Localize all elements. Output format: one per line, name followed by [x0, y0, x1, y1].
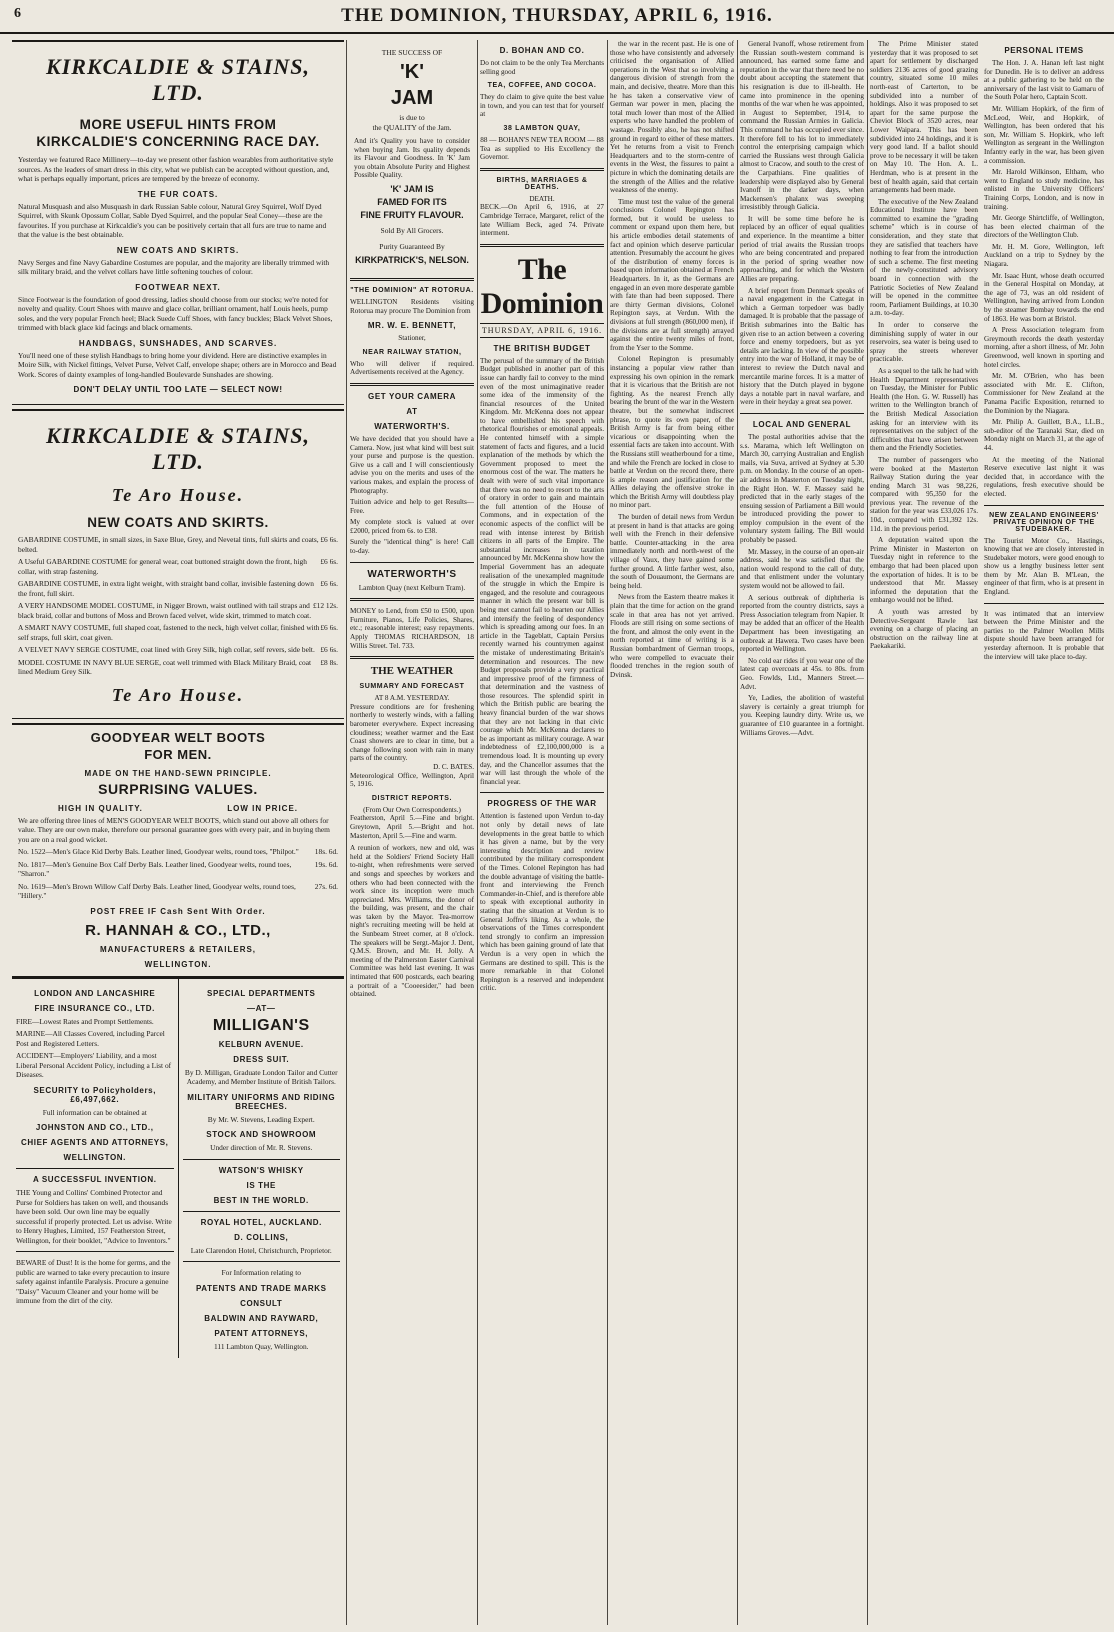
ad-headline: MORE USEFUL HINTS FROM [79, 117, 277, 132]
kirkcaldie-logo: KIRKCALDIE & STAINS, LTD. [46, 54, 310, 105]
interview-note: It was intimated that an interview between the Prime Minister and the parties to the Palmer Woollen Mills dispute should have been arranged for yesterday afternoon. It is probable that the interview will take place to-day. [984, 609, 1104, 661]
money-to-lend: MONEY to Lend, from £50 to £500, upon Furniture, Pianos, Life Policies, Shares, etc.; reasonable interest; easy repayments. Apply THOMAS RICHARDSON, 18 Willis Street. Tel. 733. [350, 607, 474, 650]
price-line: £6 6s. A VELVET NAVY SERGE COSTUME, coat lined with Grey Silk, high collar, self revers, side belt. [18, 645, 338, 654]
ad-intro: We are offering three lines of MEN'S GOODYEAR WELT BOOTS, which stand out above all others for value. They are our own make, therefore our personal guarantee goes with every pair, and in buying them you are on a real good wicket. [18, 815, 330, 844]
price-line: £6 6s. A Useful GABARDINE COSTUME for general wear, coat buttoned straight down the front, high collar, with strap fastening. [18, 557, 338, 576]
column-2 [350, 40, 474, 1628]
column-4 [610, 40, 734, 1628]
personal-items: The Hon. J. A. Hanan left last night for Dunedin. He is to deliver an address at a public gathering to be held on the anniversary of the last visit to Gamaru of the South Polar hero, Captain Scott. Mr. William Hopkirk, of the firm of McLeod, Weir, and Hopkirk, of Wellington, has been ordered that his son, Mr. William S. Hopkirk, who left Wellington as sergeant in the Wellington Infantry early in the war, has been given a commission. Mr. Harold Wilkinson, Eltham, who went to England to study medicine, has enlisted in the University Officers' Training Corps, London, and is now in training. Mr. George Shirtcliffe, of Wellington, has been elected chairman of the directors of the Wellington Club. Mr. H. M. Gore, Wellington, left Auckland on a trip to Sydney by the Niagara. Mr. Isaac Hunt, whose death occurred in the General Hospital on Monday, at the age of 73, was an old resident of Wellington, having arrived from London by the steamer Bombay towards the end of 1863. He was born at Bristol. A Press Association telegram from Greymouth records the death yesterday morning, after a short illness, of Mr. John Greenwood, well known in sporting and hotel circles. Mr. M. O'Brien, who has been associated with Mr. E. Clifton, Commissioner for New Zealand at the Panama Pacific Exposition, returned to the Dominion by the Niagara. Mr. Philip A. Guillett, B.A., LL.B., sub-editor of the Taranaki Star, died on Monday night on March 31, at the age of 44. At the meeting of the National Reserve executive last night it was decided that, in accordance with the regulations, fresh executive should be elected. [984, 59, 1104, 498]
milligans-ad: SPECIAL DEPARTMENTS —AT— MILLIGAN'S KELBURN AVENUE. DRESS SUIT. By D. Milligan, Graduate London Tailor and Cutter Academy, and Member Institute of British Tailors. MILITARY UNIFORMS AND RIDING BREECHES. By Mr. W. Stevens, Leading Expert. STOCK AND SHOWROOM Under direction of Mr. R. Stevens. WATSON'S WHISKY IS THE BEST IN THE WORLD. ROYAL HOTEL, AUCKLAND. D. COLLINS, Late Clarendon Hotel, Christchurch, Proprietor. For Information relating to PATENTS AND TRADE MARKS CONSULT BALDWIN AND RAYWARD, PATENT ATTORNEYS, 111 Lambton Quay, Wellington. [178, 979, 345, 1359]
watson-whisky: WATSON'S WHISKY [218, 1165, 304, 1175]
tagline: HIGH IN QUALITY. [58, 803, 143, 813]
section-title: FOOTWEAR NEXT. [135, 282, 221, 292]
births-deaths: BIRTHS, MARRIAGES & DEATHS. DEATH. BECK.—On April 6, 1916, at 27 Cambridge Terrace, Margaret, relict of the late William Beck, aged 74. Private interment. [480, 176, 604, 238]
te-aro-house-ornament: Te Aro House. [111, 485, 245, 505]
section-title: HANDBAGS, SUNSHADES, AND SCARVES. [78, 338, 278, 348]
price-line: 18s. 6d. No. 1522—Men's Glace Kid Derby Bals. Leather lined, Goodyear welts, round toes, "Philpot." [18, 847, 338, 856]
ad-headline: GOODYEAR WELT BOOTS [90, 729, 266, 745]
engineers-title: NEW ZEALAND ENGINEERS' PRIVATE OPINION OF THE STUDEBAKER. [989, 511, 1099, 533]
price-line: 27s. 6d. No. 1619—Men's Brown Willow Calf Derby Bals. Leather lined, Goodyear welts, round toes, "Hillery." [18, 881, 338, 900]
company-sub: MANUFACTURERS & RETAILERS, [99, 944, 257, 954]
newspaper-title: THE DOMINION, THURSDAY, APRIL 6, 1916. [341, 5, 773, 26]
price-line: 19s. 6d. No. 1817—Men's Genuine Box Calf Derby Bals. Leather lined, Goodyear welts, round toes, "Sharron." [18, 859, 338, 878]
waterworth-camera-ad: GET YOUR CAMERA AT WATERWORTH'S. We have decided that you should have a Camera. Now, just what kind will best suit your purse and purpose is the question. Give us a call and I will conscientiously advise you on the merits and uses of the various makes, and explain the process of Photography. Tuition advice and help to get Results—Free. My complete stock is valued at over £2000, priced from 6s. to £38. Surely the "identical thing" is here! Call to-day. WATERWORTH'S Lambton Quay (next Kelburn Tram). [350, 391, 474, 592]
k-jam-ad: THE SUCCESS OF 'K' JAM is due to the QUALITY of the Jam. And it's Quality you have to consider when buying Jam. Its quality depends its Flavour and Goodness. In 'K' Jam you obtain Absolute Purity and Highest Possible Quality. 'K' JAM IS FAMED FOR ITS FINE FRUITY FLAVOUR. Sold By All Grocers. Purity Guaranteed By KIRKPATRICK'S, NELSON. [354, 48, 470, 265]
war-article: the war in the recent past. He is one of those who have consistently and adversely criticised the organisation of Allied operations in the West that so involving a dangerous division of strength from the main, and decisive, theatre. More than this he has taken a conservative view of German war power in men, placing the total much lower than most of the Allied experts who have handled the problem of wastage. Possibly also, he has not shifted ground in regard to either of these matters. Yet he returns from a visit to French Headquarters and to the storm-centre of events in the West, the fissures to paint a picture in which the dominating details are the strength of the Allies and the relative weakness of the enemy. Time must test the value of the general conclusions Colonel Repington has formed, but it would be useless to comment or expand upon them here, but his article embodies detail statements of fact and opinion which deserve particular attention. Presumably the account he gives of the distribution of enemy forces is based upon information obtained at French Headquarters. In it, as the Germans are engaged in an even more desperate gamble with fate than had been supposed. There are thirty German divisions, Colonel Repington says, at Verdun. With the divisions at full strength (860,000 men), if the divisions are at full strength) arrayed against the entire twenty miles of front, from the Yser to the Somme. Colonel Repington is presumably instancing a popular view rather than expressing his own opinion in the remark that it is vicarious that the British are not fighting. As the nearest French ally bearing the brunt of the war in the Western theatre, but the somewhat indiscreet phrase, to quote its own paper, of the British Army is far from being either vicarious or disappointing when the essential facts are taken into account. With the Russians still weatherbound for a time, and while the French are locked in close to battle at Verdun on the record there, there is ample reason and justification for the Allies delaying the offensive stroke in which the British Army will doubtless play no minor part. The burden of detail news from Verdun at present in hand is that attacks are going well with the French in their defensive battle. Counter-attacking in the area immediately north and north-west of the village of Vaux, they have gained some further ground. A little farther west, also, the south of Douaumont, the Germans are being held. News from the Eastern theatre makes it plain that the time for action on the grand scale in that area has not yet arrived. Floods are still rising on some sections of the front, and almost the only event in the north reported at time of writing is a Russian bombardment of German troops, who were compelled to evacuate their flooded trenches in the region south of Dvinsk. [610, 40, 734, 679]
masthead [0, 0, 1114, 34]
section-title: NEW COATS AND SKIRTS. [116, 245, 240, 255]
ad-headline: SURPRISING VALUES. [98, 780, 258, 797]
invention-text: THE Young and Collins' Combined Protector and Purse for Soldiers has taken on well, and thousands have been sold. Our own line may be equally successful if properly protected. Let us advise. Write to Henry Hughes, Limited, 157 Featherston Street, Wellington, for their booklet, "Advice to Inventors." [16, 1188, 172, 1245]
local-general-article: The postal authorities advise that the s.s. Marama, which left Wellington on March 30, carrying Australian and English mails, via Suva, arrived at Sydney at 5.30 p.m. on Monday. In the course of an open-air address in Masterton on Tuesday night, the Right Hon. W. F. Massey said he predicted that in the early stages of the ensuing session of Parliament a Bill would be introduced providing the power to employ compulsion in the event of the voluntary system failing. The Bill would probably be passed. Mr. Massey, in the course of an open-air address, said he was satisfied that the nation would respond to the call of duty, and that enlistment under the voluntary system would not be allowed to fail. A serious outbreak of diphtheria is reported from the country districts, says a Press Association telegram from Napier. It may be added that an officer of the Health Department has been investigating an outbreak at Hawera. Two cases have been reported in Wellington. No cold ear rides if you wear one of the latest cap overcoats at 45s. to 80s. from Geo. Fowlds, Ltd., Manners Street.—Advt. Ye, Ladies, the abolition of wasteful slavery is certainly a great triumph for you. Keeping laundry dirty. Write us, we guarantee of £10 guarantee in a fortnight. Williams Groves.—Advt. [740, 432, 864, 737]
rotorua-notice: "THE DOMINION" AT ROTORUA. WELLINGTON Residents visiting Rotorua may procure The Dominion from MR. W. E. BENNETT, Stationer, NEAR RAILWAY STATION, Who will deliver if required. Advertisements received at the Agency. [350, 286, 474, 377]
budget-title: THE BRITISH BUDGET [493, 343, 591, 353]
price-line: £6 6s. GABARDINE COSTUME, in small sizes, in Saxe Blue, Grey, and Nevetal tints, full skirts and coats, belted. [18, 535, 338, 554]
budget-article: The perusal of the summary of the British Budget published in another part of this issue can hardly fail to convey to the mind even of the most unimaginative reader some idea of the immensity of the financial resources of the United Kingdom. Mr. McKenna does not appear to have embellished his speech with rhetorical flourishes or emotional appeals. He contented himself with a simple statement of facts and figures, and a lucid explanation of the methods by which the Government proposed to meet the enormous cost of the war. The matters he dealt with were of such vital importance that there was no need to resort to the arts of oratory in order to gain and maintain the full attention of the House of Commons, and in expectation of the economic aspects of the conflict will be read with intense interest by British citizens in all parts of the Empire. The substantial increases in taxation announced by Mr. McKenna show how the Imperial Government has an adequate realisation of the unexampled magnitude of the struggle in which the Empire is engaged, and the resolute and courageous manner in which the present war bill is being met cannot fail to hearten our Allies and intensify the feeling of despondency which is spreading among our foes. In an article in the Tageblatt, Captain Persius recently warned his countrymen against the mistake of underestimating Britain's determination and resources. The new Budget proposals provide a very practical and impressive proof of the firmness of that determination and the vastness of those resources. The splendid spirit in which the British public are bearing the heavy financial burden of the war shows that they are not lacking in that civic courage which Mr. McKenna declares to be as important as military courage. A war indebtedness of £2,100,000,000 is a tremendous load. It is mounting up every day, and the Chancellor assumes that the war will last through the whole of the financial year. [480, 356, 604, 786]
kirkcaldie-logo: KIRKCALDIE & STAINS, LTD. [46, 423, 310, 474]
ad-intro: Yesterday we featured Race Millinery—to-day we present other fashion wearables from authoritative style sources. As the leaders of smart dress in this city, what we publish can be accepted without question, and, what is perhaps equally important, prices are tempered by the breeze of economy. [18, 155, 334, 183]
kirkcaldie-coats-ad [12, 409, 344, 719]
ivanoff-article: General Ivanoff, whose retirement from the Russian south-western command is announced, has earned some fame and reputation in the war that there need be no doubt about accepting the statement that his resignation is due to ill-health. He came into prominence in the opening months of the war when he was appointed, in August to September, 1914, to command the Russian Armies in Galicia. This command he has occupied ever since. It therefore fell to his lot to immediately control the enterprising campaign which carried the Russians west through Galicia almost to Cracow, and south to the crest of the Carpathians. Fine qualities of leadership were displayed also by General Ivanoff in the darker days, when Mackensen's phalanx was sweeping irresistibly through Galicia. It will be some time before he is replaced by an officer of equal qualities and experience. In the meantime a bitter period of trial awaits the Russian troops who are being concentrated and prepared in the period of spring weather now approaching, and for which the Western Allies are preparing. A brief report from Denmark speaks of a naval engagement in the Cattegat in which a German torpedoer was badly damaged. It is probable that the passage of British submarines into the Baltic has given rise to an action between a covering force and enemy torpedoers, but as yet details are lacking. In view of the possible entry into the war of Holland, it may be of interest to review the Dutch naval and mercantile marine forces. It is a matter of history that the Dutch played in bygone days a notable part in naval warfare, and were in their heyday a great sea power. [740, 40, 864, 407]
column-3 [480, 40, 604, 1628]
dateline: THURSDAY, APRIL 6, 1916. [480, 323, 604, 338]
price-line: £6 6s. A SMART NAVY COSTUME, full shaped coat, fastened to the neck, high velvet collar, finished with self straps, full skirt, coat given. [18, 623, 338, 642]
page-number: 6 [14, 6, 21, 21]
paper-name: The Dominion [480, 252, 604, 320]
invention-title: A SUCCESSFUL INVENTION. [32, 1175, 157, 1184]
weather-report: THE WEATHER SUMMARY AND FORECAST AT 8 A.M. YESTERDAY. Pressure conditions are for freshening northerly to westerly winds, with a falling barometer everywhere. Expect increasing cloudiness; weather warmer and the East Coast showers are to clear in time, but a change following soon with rain in many parts of the country. D. C. BATES. Meteorological Office, Wellington, April 5, 1916. DISTRICT REPORTS. (From Our Own Correspondents.) Featherston, April 5.—Fine and bright. Greytown, April 5.—Bright and hot. Masterton, April 5.—Fine and warm. [350, 665, 474, 840]
section-text: Natural Musquash and also Musquash in dark Russian Sable colour, Natural Grey Squirrel, Wolf Dyed Squirrel, with Skunk Opossum Collar, Sable Dyed Squirrel, and the popular Seal Coney—these are the favourites. If you purchase at Kirkcaldie's you can be positively certain that all furs are true to name and that the value is the best obtainable. [18, 201, 327, 239]
local-news: A reunion of workers, new and old, was held at the Soldiers' Friend Society Hall to-night, when refreshments were served and songs and speeches by workers and others who had been connected with the work since its inception were much appreciated. Mrs. Williams, the donor of the building, was present, and the chair was taken by the Mayor. Tea-morrow night's recruiting meeting will be held at the Sunbeam Street corner, at 8 o'clock. The speakers will be Sergt.-Major J. Dent, Q.M.S. Brown, and Mr. H. Jolly. A meeting of the Palmerston Easter Carnival Committee was held last evening. It was intimated that 600 postcards, each bearing a portrait of a "Cooeesider," had been obtained. [350, 844, 474, 999]
price-line: £6 6s. GABARDINE COSTUME, in extra light weight, with straight band collar, invisible fastening down the front, full skirt. [18, 579, 338, 598]
bohan-tea-ad: D. BOHAN AND CO. Do not claim to be the only Tea Merchants selling good TEA, COFFEE, AND COCOA. They do claim to give quite the best value in town, and you can test that for yourself at 38 LAMBTON QUAY, 88 — BOHAN'S NEW TEA ROOM — 88 Tea as supplied to His Excellency the Governor. [480, 46, 604, 162]
price-line: £12 12s. A VERY HANDSOME MODEL COSTUME, in Nigger Brown, waist outlined with tail straps and black braid, collar and buttons of Moss and Brown faced velvet, wide skirt, trimmed to match coat. [18, 601, 338, 620]
kirkcaldie-race-day-ad [12, 40, 344, 405]
column-6 [870, 40, 978, 1628]
ad-headline: FOR MEN. [144, 746, 212, 762]
local-general-title: LOCAL AND GENERAL [752, 419, 852, 429]
ad-headline: NEW COATS AND SKIRTS. [87, 515, 269, 530]
advertisement-column [12, 40, 344, 1628]
ad-call-to-action: DON'T DELAY UNTIL TOO LATE — SELECT NOW! [73, 385, 283, 394]
progress-article: Attention is fastened upon Verdun to-day not only by detail news of late developments in the great battle to which it has given a name, but by the very interesting description and review contributed by the military correspondent of the Times. Colonel Repington has had the double advantage of visiting the battle-front and interviewing the French Commander-in-Chief, and is therefore able to speak with exceptional authority in stating that the situation at Verdun is to General Joffre's liking. As a whole, the observations of the Times correspondent tend strongly to confirm an impression which has been gaining ground of late that Verdun is a very open in which the Germans are destined to spill. This is the more remarkable in that Colonel Repington is a reserved and independent critic. [480, 812, 604, 993]
column-5 [740, 40, 864, 1628]
section-text: You'll need one of these stylish Handbags to bring home your dividend. Here are distinctive examples in Moire Silk, with Nickel fittings, Velvet Purse, Velvet Calf, envelope shape; others are in Morocco and Bead Work. Scores of dainty examples of long-handled Boulevarde Sunshades are showing. [18, 350, 337, 379]
beware-dust-text: BEWARE of Dust! It is the home for germs, and the public are warned to take every precaution to insure safety against infantile Paralysis. Procure a genuine "Daisy" Vacuum Cleaner and your home will be immune from the dirt of the city. [16, 1258, 171, 1305]
section-title: THE FUR COATS. [137, 189, 219, 199]
tagline: LOW IN PRICE. [227, 803, 298, 813]
royal-hotel: ROYAL HOTEL, AUCKLAND. [200, 1217, 322, 1227]
general-news: The Prime Minister stated yesterday that it was proposed to set apart for settlement by discharged soldiers 2136 acres of good grazing country, situated some 10 miles north-east of Carterton, to be subdivided into a number of holdings. Also it was proposed to set apart for the same purpose the Cheviot Block of 3520 acres, near Lower Waipara. This has been subdivided into 24 holdings, and it is very good land. If a ballot should prove to be necessary it will be taken on May 10. The Hon. A. L. Herdman, who is at present in the best of health again, said that certain arrangements had been made. The executive of the New Zealand Educational Institute have been committed to examine the "grading scheme" which is in course of consideration, and they state that they are satisfied that teachers have nothing to fear from the introduction of such a scheme. The first meeting of the newly-constituted advisory board in connection with the Patriotic Societies of New Zealand will be opened in the committee room, Parliament Buildings, at 10.30 a.m. to-day. In order to conserve the diminishing supply of water in our reservoirs, sea water is being used to spray the streets wherever practicable. As a sequel to the talk he had with Health Department representatives on Tuesday, the Minister for Public Health (the Hon. G. W. Russell) has written to the Wellington branch of the British Medical Association asking for an interview with its representatives on the subject of the difficulties that have arisen between them and the Friendly Societies. The number of passengers who were booked at the Masterton Railway Station during the year ending March 31 was 98,226, compared with 95,350 for the previous year. The revenue of the station for the year was £33,026 17s. 10d., compared with £31,392 12s. 11d. in the previous period. A deputation waited upon the Prime Minister in Masterton on Tuesday night in reference to the embargo that had been placed upon the exportation of hides. It is to be understood that Mr. Massey informed the deputation that the embargo would not be lifted. A youth was arrested by Detective-Sergeant Rawle last evening on a charge of placing an obstruction on the railway line at Paekakariki. [870, 40, 978, 651]
progress-title: PROGRESS OF THE WAR [487, 799, 597, 809]
company-city: WELLINGTON. [144, 959, 212, 969]
section-text: Navy Serges and fine Navy Gabardine Costumes are popular, and the majority are liberally trimmed with silk military braid, and the velvet collars have little softening touches of colour. [18, 257, 330, 276]
bottom-ads [12, 977, 344, 1359]
ad-subheadline: MADE ON THE HAND-SEWN PRINCIPLE. [84, 768, 272, 778]
personal-items-title: PERSONAL ITEMS [1004, 46, 1084, 55]
goodyear-boots-ad [12, 723, 344, 977]
price-line: £8 8s. MODEL COSTUME IN NAVY BLUE SERGE, coat well trimmed with Black Military Braid, coat lined Medium Grey Silk. [18, 657, 338, 676]
te-aro-house-ornament: Te Aro House. [111, 684, 245, 705]
company-name: R. HANNAH & CO., LTD., [85, 921, 271, 939]
lancashire-insurance-ad: LONDON AND LANCASHIRE FIRE INSURANCE CO., LTD. FIRE—Lowest Rates and Prompt Settlements. MARINE—All Classes Covered, including Parcel Post and Registered Letters. ACCIDENT—Employers' Liability, and a most Liberal Personal Accident Policy, including a List of Diseases. SECURITY to Policyholders, £6,497,662. Full information can be obtained at JOHNSTON AND CO., LTD., CHIEF AGENTS AND ATTORNEYS, WELLINGTON. A SUCCESSFUL INVENTION. THE Young and Collins' Combined Protector and Purse for Soldiers has taken on well, and thousands have been sold. Our own line may be equally successful if properly protected. Let us advise. Write to Henry Hughes, Limited, 157 Featherston Street, Wellington, for their booklet, "Advice to Inventors." BEWARE of Dust! It is the home for germs, and the public are warned to take every precaution to insure safety against infantile Paralysis. Procure a genuine "Daisy" Vacuum Cleaner and your home will be immune from the dirt of the city. [16, 988, 172, 1305]
post-free-note: POST FREE IF Cash Sent With Order. [90, 906, 266, 916]
patents-ad: PATENTS AND TRADE MARKS [195, 1283, 327, 1293]
ad-headline: KIRKCALDIE'S CONCERNING RACE DAY. [36, 134, 320, 149]
personal-items-column [984, 40, 1104, 1628]
section-text: Since Footwear is the foundation of good dressing, ladies should choose from our stocks; we're noted for novelty and quality. Court Shoes with mauve and glace collar, brilliant ornament, half Louis heels, pump soles, and the very popular French heel; Black Suede Cuff Shoes, with fancy buckles; Black Velvet Shoes, trimmed with black glace kid facings and black ornaments. [18, 294, 333, 332]
engineers-article: The Tourist Motor Co., Hastings, knowing that we are closely interested in Studebaker motors, were good enough to show us a lengthy business letter sent them by Mr. Alan B. M'Lean, the engineer of that firm, who is at present in England. [984, 536, 1104, 597]
